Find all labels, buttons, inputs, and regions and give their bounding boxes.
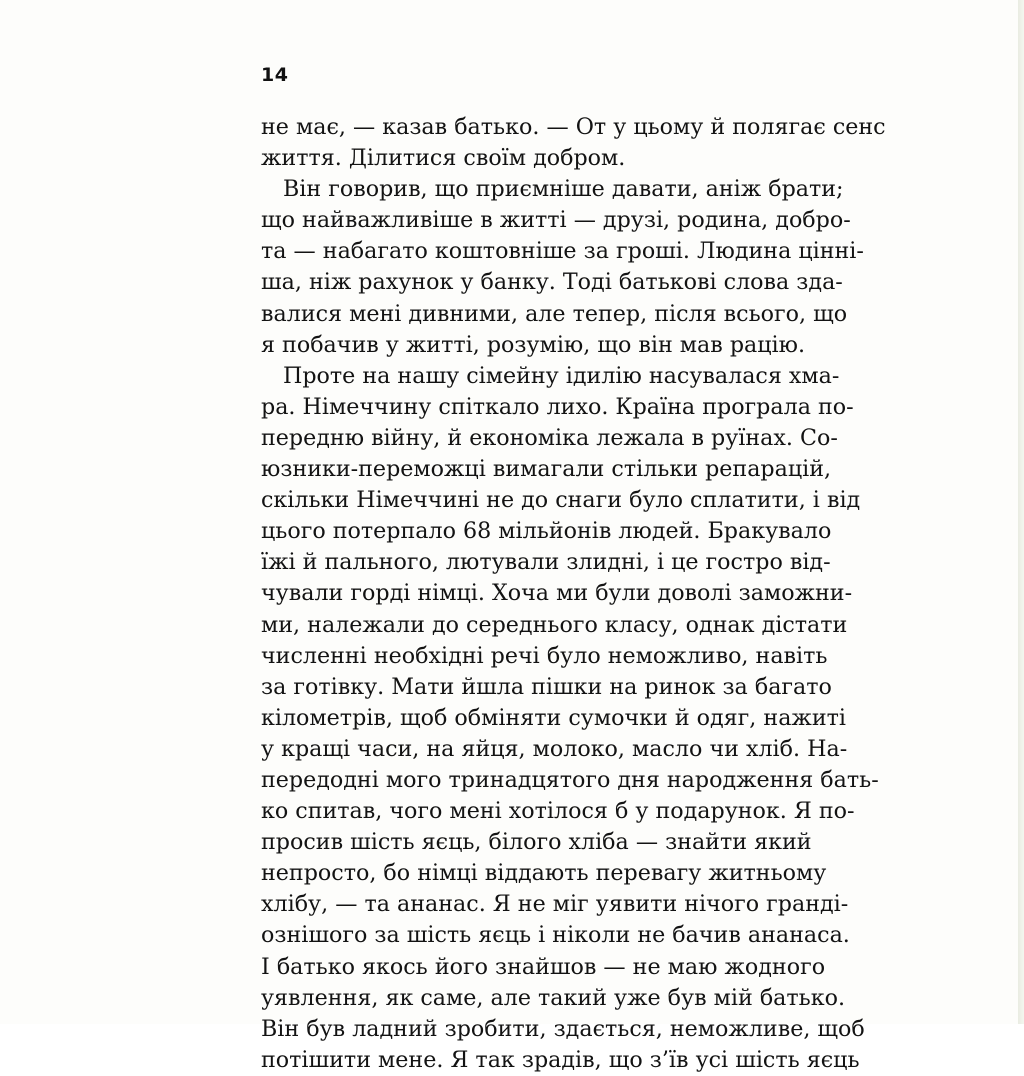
text-line: Він говорив, що приємніше давати, аніж брати; (283, 176, 844, 203)
text-line: ми, належали до середнього класу, однак дістати (261, 611, 848, 638)
body-text (261, 112, 886, 1076)
text-line: ша, ніж рахунок у банку. Тоді батькові слова зда- (261, 269, 843, 296)
text-line: юзники-переможці вимагали стільки репарацій, (261, 456, 832, 483)
text-line: я побачив у житті, розумію, що він мав рацію. (261, 331, 805, 358)
text-line: непросто, бо німці віддають перевагу житньому (261, 860, 827, 887)
text-line: за готівку. Мати йшла пішки на ринок за багато (261, 673, 832, 700)
text-line: кілометрів, щоб обміняти сумочки й одяг, нажиті (261, 704, 846, 731)
text-line: просив шість яєць, білого хліба — знайти який (261, 829, 812, 856)
text-line: життя. Ділитися своїм добром. (261, 145, 626, 172)
text-line: хлібу, — та ананас. Я не міг уявити нічого гранді- (261, 891, 849, 918)
text-line: ра. Німеччину спіткало лихо. Країна програла по- (261, 393, 854, 420)
text-line: у кращі часи, на яйця, молоко, масло чи хліб. На- (261, 735, 848, 762)
text-line: І батько якось його знайшов — не маю жодного (261, 953, 826, 980)
text-line: скільки Німеччині не до снаги було сплатити, і від (261, 487, 861, 514)
text-line: що найважливіше в житті — друзі, родина, добро- (261, 207, 851, 234)
text-line: Він був ладний зробити, здається, неможливе, щоб (261, 1015, 865, 1042)
text-line: цього потерпало 68 мільйонів людей. Бракувало (261, 518, 832, 545)
text-line: валися мені дивними, але тепер, після всього, що (261, 300, 848, 327)
text-line: ознішого за шість яєць і ніколи не бачив ананаса. (261, 922, 850, 949)
text-line: передню війну, й економіка лежала в руїнах. Со- (261, 424, 838, 451)
text-line: Проте на нашу сімейну ідилію насувалася хма- (283, 362, 840, 389)
text-line: та — набагато коштовніше за гроші. Людина цінні- (261, 238, 864, 265)
text-line: передодні мого тринадцятого дня народження бать- (261, 766, 879, 793)
text-line: потішити мене. Я так зрадів, що з’їв усі шість яєць (261, 1046, 860, 1073)
text-line: не має, — казав батько. — От у цьому й полягає сенс (261, 114, 886, 140)
text-line: численні необхідні речі було неможливо, навіть (261, 642, 828, 669)
page-edge (1018, 0, 1024, 1024)
text-line: уявлення, як саме, але такий уже був мій батько. (261, 984, 846, 1011)
text-line: чували горді німці. Хоча ми були доволі заможни- (261, 580, 853, 607)
page-number: 14 (261, 64, 289, 86)
text-line: ко спитав, чого мені хотілося б у подарунок. Я по- (261, 798, 855, 825)
text-line: їжі й пального, лютували злидні, і це гостро від- (261, 549, 831, 576)
